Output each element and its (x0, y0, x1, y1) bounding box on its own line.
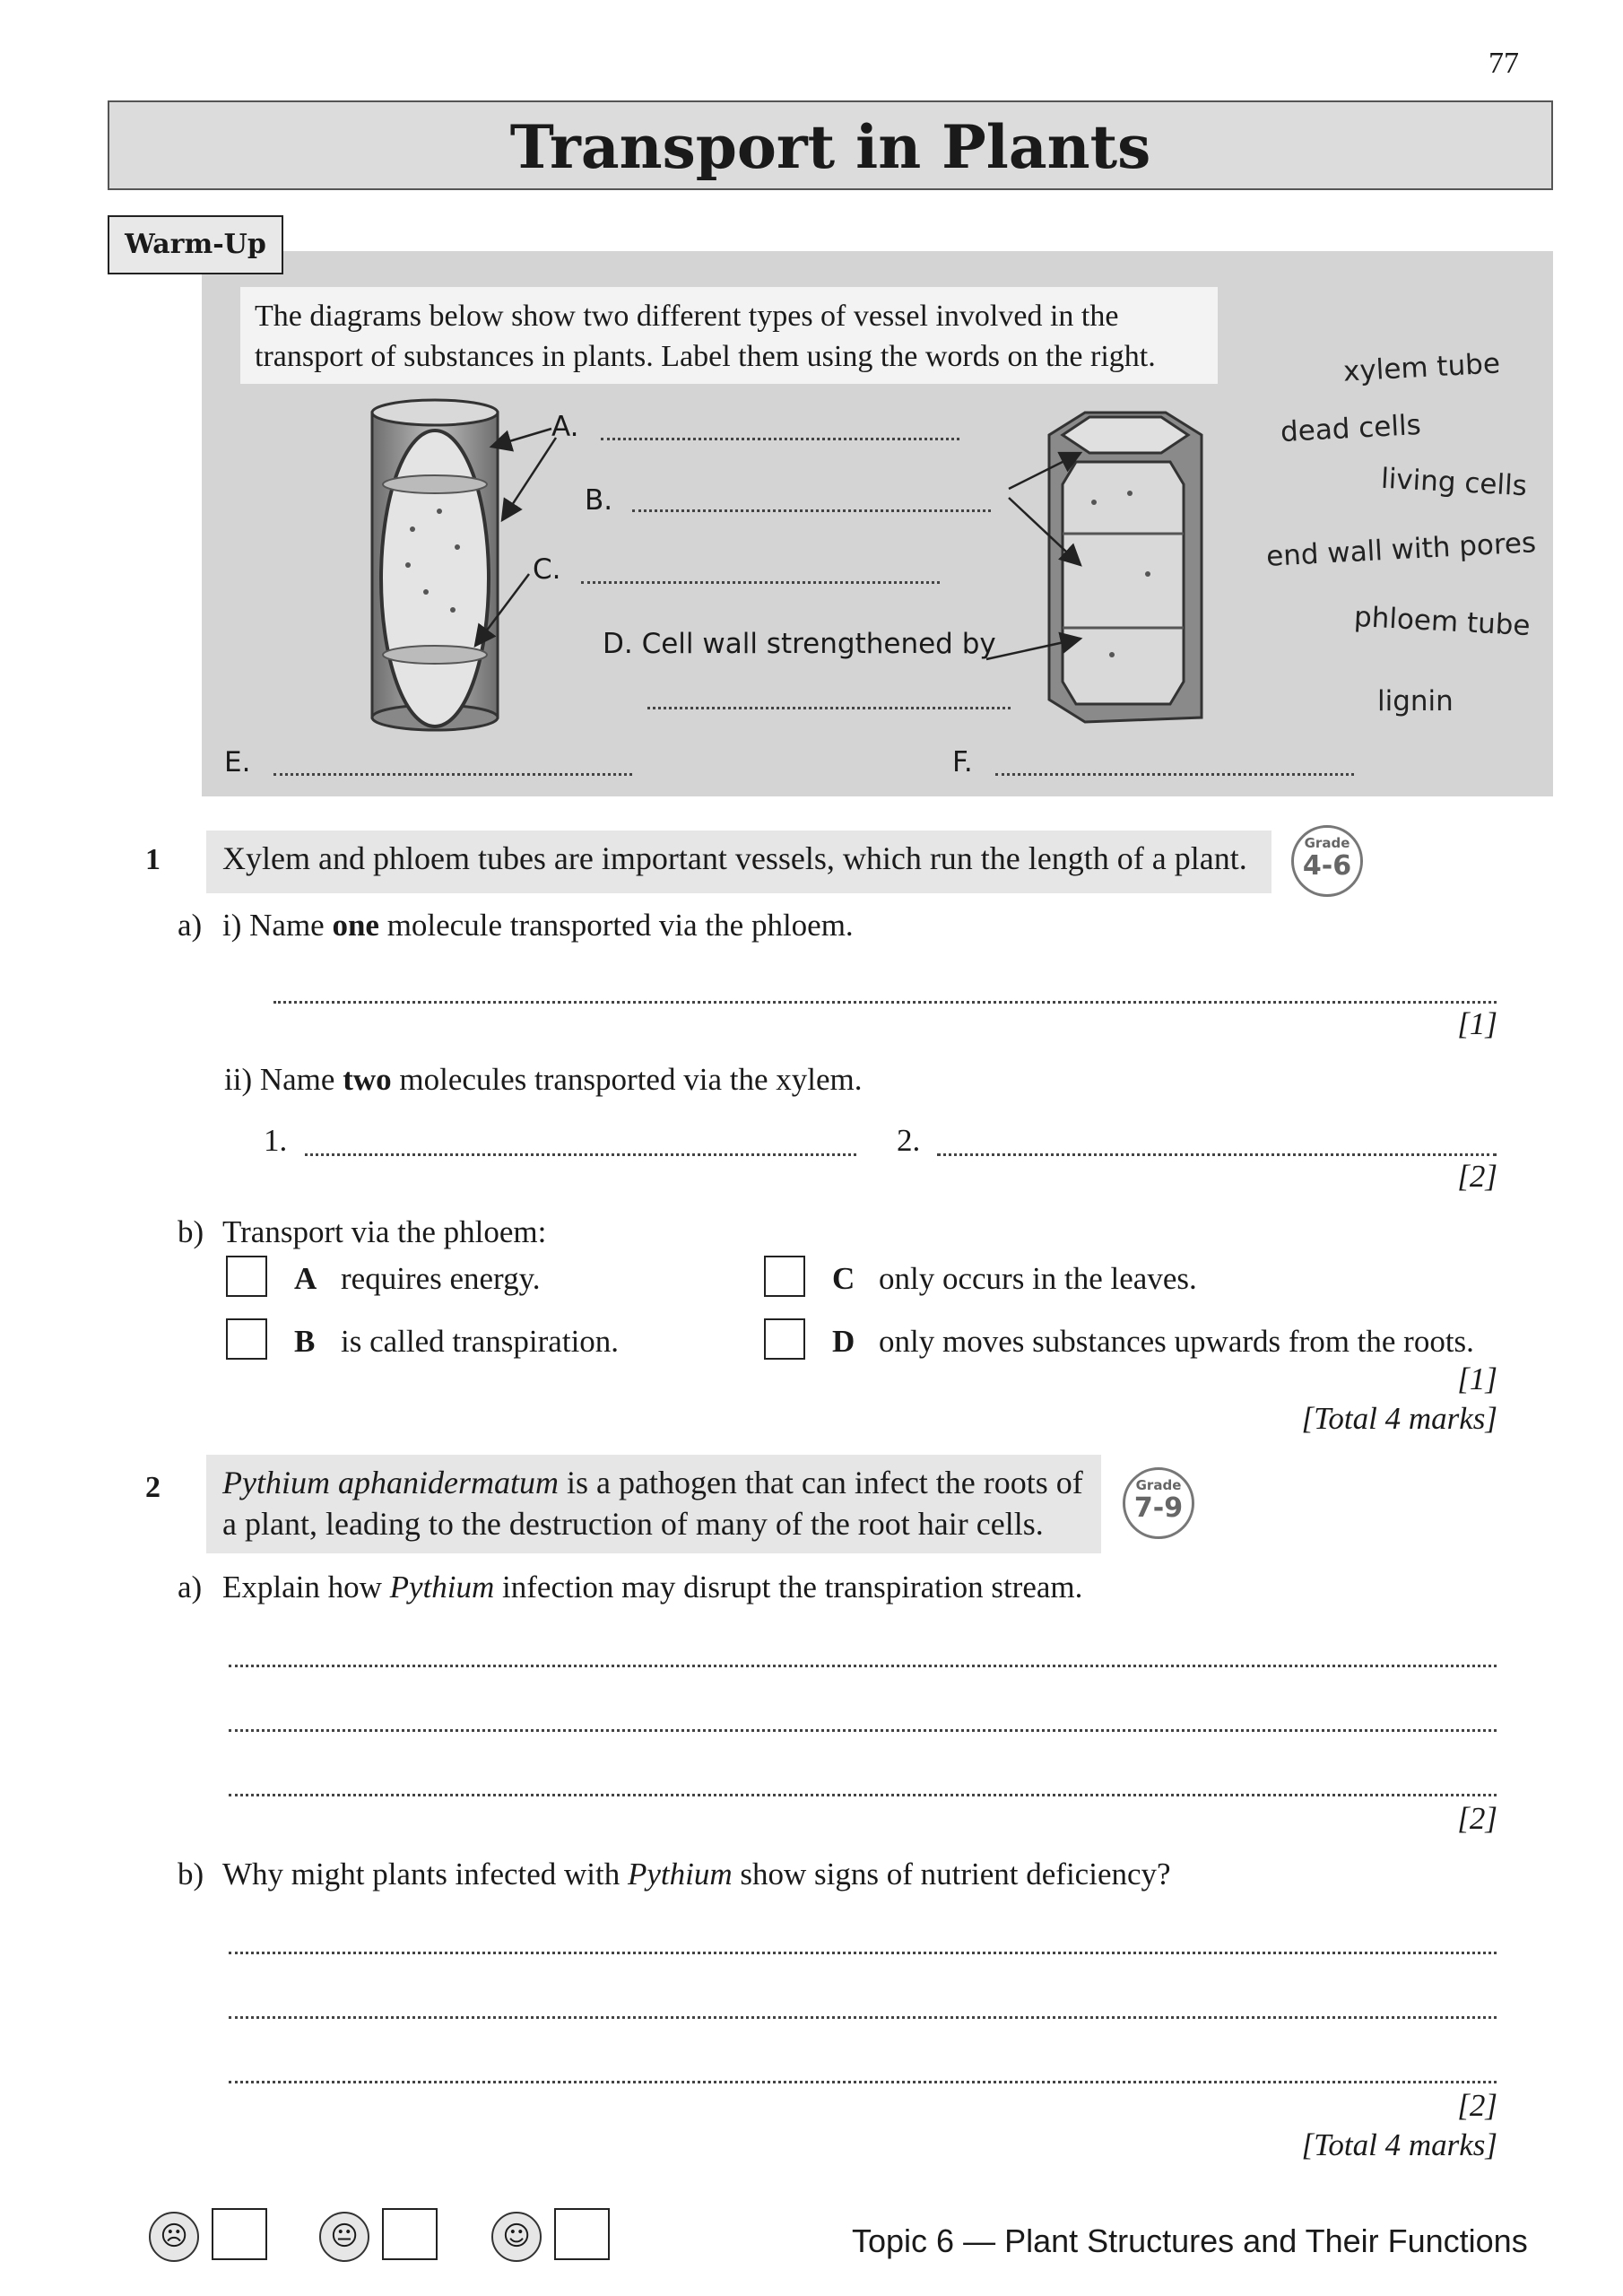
answer-line-f[interactable] (995, 773, 1354, 776)
answer-line-a[interactable] (601, 438, 959, 440)
label-a: A. (551, 411, 579, 443)
option-d-letter: D (832, 1324, 855, 1359)
q2-b-answer-line-1[interactable] (229, 1952, 1497, 1954)
answer-line-b[interactable] (632, 509, 991, 512)
page-title: Transport in Plants (509, 112, 1151, 182)
q1-ai-pre: i) Name (222, 908, 333, 943)
q2-a-label: a) (178, 1570, 203, 1605)
happy-face-icon: ☺ (491, 2212, 542, 2262)
neutral-face-icon: 😐 (319, 2212, 369, 2262)
q1-aii-mark: [2] (1457, 1159, 1497, 1194)
option-a-checkbox[interactable] (226, 1256, 267, 1297)
q1-b-label: b) (178, 1214, 204, 1249)
page-title-bar (108, 100, 1553, 190)
q2-b-answer-line-3[interactable] (229, 2081, 1497, 2083)
q2-stem-italic: Pythium aphanidermatum (222, 1465, 559, 1500)
q2-b-label: b) (178, 1857, 204, 1892)
q1-aii-bold: two (343, 1062, 392, 1097)
q2-a-text (222, 1570, 1082, 1605)
label-b: B. (585, 484, 613, 517)
q1-b-text: Transport via the phloem: (222, 1214, 547, 1249)
q2-number: 2 (145, 1471, 161, 1504)
word-phloem-tube: phloem tube (1353, 600, 1532, 643)
word-lignin: lignin (1377, 685, 1454, 718)
q2-b-text (222, 1857, 1171, 1892)
q2-b-mark: [2] (1457, 2088, 1497, 2123)
self-assess-box-2[interactable] (382, 2208, 438, 2260)
q2-a-answer-line-3[interactable] (229, 1794, 1497, 1796)
q1-number: 1 (145, 843, 161, 876)
q1-ai-mark: [1] (1457, 1006, 1497, 1041)
q1-ai-answer-line[interactable] (273, 1001, 1497, 1004)
q1-b-mark: [1] (1457, 1361, 1497, 1396)
option-c-letter: C (832, 1261, 855, 1296)
option-c-text: only occurs in the leaves. (879, 1261, 1197, 1296)
q2-b-post: show signs of nutrient deficiency? (732, 1857, 1171, 1892)
q1-ai-bold: one (332, 908, 379, 943)
q1-ai-post: molecule transported via the phloem. (378, 908, 854, 943)
q1-a-label: a) (178, 908, 203, 943)
q2-stem-line2: a plant, leading to the destruction of many of the root hair cells. (222, 1506, 1044, 1542)
q2-stem (206, 1455, 1101, 1553)
option-a-letter: A (294, 1261, 317, 1296)
q2-b-answer-line-2[interactable] (229, 2016, 1497, 2019)
q2-b-pre: Why might plants infected with (222, 1857, 628, 1892)
label-e: E. (224, 746, 251, 778)
q1-aii-answer-line-2[interactable] (937, 1153, 1497, 1156)
q2-a-italic: Pythium (389, 1570, 495, 1605)
q2-grade-label: Grade (1135, 1477, 1182, 1493)
q2-grade-badge (1123, 1467, 1194, 1539)
option-c-checkbox[interactable] (764, 1256, 805, 1297)
label-c: C. (533, 553, 561, 586)
option-b-checkbox[interactable] (226, 1318, 267, 1360)
q1-aii-n2: 2. (897, 1123, 921, 1158)
q2-total: [Total 4 marks] (1301, 2127, 1497, 2162)
q1-stem: Xylem and phloem tubes are important vessels, which run the length of a plant. (206, 831, 1271, 893)
warmup-instruction: The diagrams below show two different types of vessel involved in the transport of substances in plants. Label them using the words on the right. (240, 287, 1218, 384)
word-end-wall-with-pores: end wall with pores (1265, 526, 1537, 573)
q2-grade-value: 7-9 (1133, 1492, 1184, 1524)
q1-aii-text (224, 1062, 862, 1098)
phloem-tube-diagram (372, 400, 498, 730)
option-d-checkbox[interactable] (764, 1318, 805, 1360)
option-a-text: requires energy. (341, 1261, 541, 1296)
warmup-tab: Warm-Up (108, 215, 283, 274)
word-xylem-tube: xylem tube (1342, 347, 1501, 388)
q2-a-pre: Explain how (222, 1570, 390, 1605)
word-dead-cells: dead cells (1280, 408, 1422, 449)
q2-a-answer-line-2[interactable] (229, 1729, 1497, 1732)
q1-grade-value: 4-6 (1302, 850, 1352, 882)
q1-ai-text (222, 908, 854, 944)
answer-line-c[interactable] (581, 581, 940, 584)
footer-topic: Topic 6 — Plant Structures and Their Functions (852, 2222, 1528, 2259)
q1-aii-answer-line-1[interactable] (305, 1153, 856, 1156)
option-b-text: is called transpiration. (341, 1324, 620, 1359)
page-number: 77 (1488, 47, 1519, 80)
q1-aii-pre: ii) Name (224, 1062, 343, 1097)
sad-face-icon: ☹ (149, 2212, 199, 2262)
q1-grade-label: Grade (1304, 835, 1350, 851)
xylem-tube-diagram (1049, 413, 1202, 722)
q2-a-mark: [2] (1457, 1801, 1497, 1836)
option-b-letter: B (294, 1324, 316, 1359)
option-d-text: only moves substances upwards from the roots. (879, 1324, 1474, 1359)
q2-b-italic: Pythium (628, 1857, 733, 1892)
label-d: D. Cell wall strengthened by (603, 628, 996, 660)
q2-stem-line1-rest: is a pathogen that can infect the roots of (558, 1465, 1083, 1500)
q2-a-answer-line-1[interactable] (229, 1665, 1497, 1667)
q1-aii-post: molecules transported via the xylem. (391, 1062, 863, 1097)
q1-aii-n1: 1. (264, 1123, 288, 1158)
q2-a-post: infection may disrupt the transpiration stream. (494, 1570, 1083, 1605)
self-assess-box-3[interactable] (554, 2208, 610, 2260)
word-living-cells: living cells (1380, 462, 1528, 503)
q1-grade-badge (1291, 825, 1363, 897)
answer-line-d[interactable] (647, 707, 1011, 709)
q1-total: [Total 4 marks] (1301, 1401, 1497, 1436)
self-assess-box-1[interactable] (212, 2208, 267, 2260)
answer-line-e[interactable] (273, 773, 632, 776)
label-f: F. (952, 746, 973, 778)
